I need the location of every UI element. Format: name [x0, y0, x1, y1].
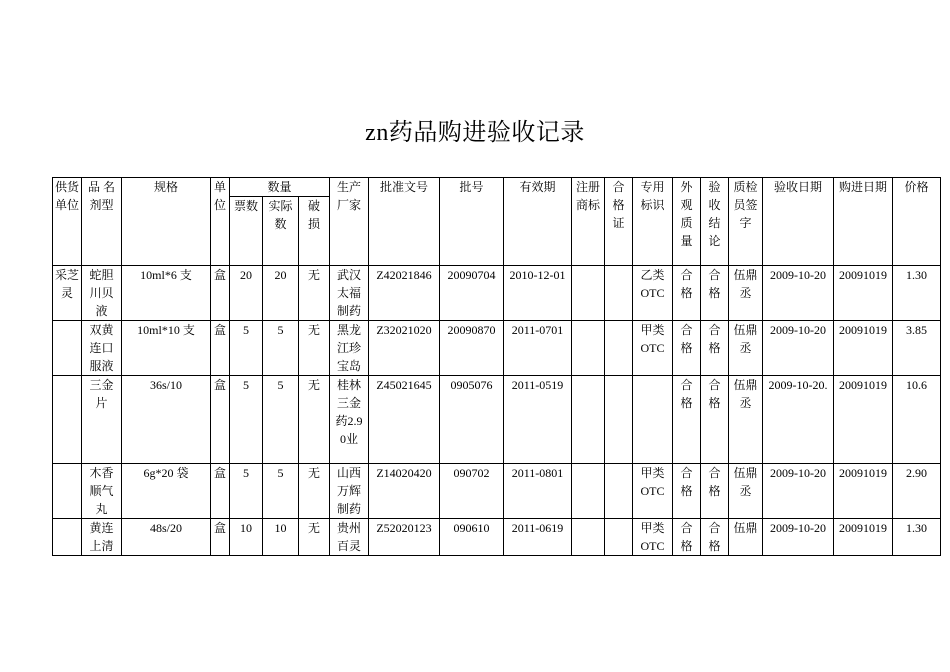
cell-expiry: 2011-0519 — [504, 376, 572, 464]
cell-maker: 武汉太福制药 — [330, 266, 369, 321]
header-price: 价格 — [893, 178, 941, 266]
cell-price: 10.6 — [893, 376, 941, 464]
cell-ticket: 5 — [230, 321, 263, 376]
table-row — [53, 376, 941, 464]
cell-appearance: 合格 — [673, 266, 701, 321]
cell-cert — [605, 321, 633, 376]
cell-broken: 无 — [299, 464, 330, 519]
cell-accept-date: 2009-10-20 — [763, 266, 834, 321]
cell-reg — [572, 321, 605, 376]
cell-appearance: 合格 — [673, 376, 701, 464]
cell-unit: 盒 — [211, 376, 230, 464]
cell-spec: 48s/20 — [122, 519, 211, 556]
cell-unit: 盒 — [211, 519, 230, 556]
cell-supplier — [53, 321, 82, 376]
cell-purchase-date: 20091019 — [834, 464, 893, 519]
cell-broken: 无 — [299, 266, 330, 321]
cell-purchase-date: 20091019 — [834, 376, 893, 464]
cell-maker: 贵州百灵 — [330, 519, 369, 556]
cell-batch: 090702 — [440, 464, 504, 519]
cell-approval: Z52020123 — [369, 519, 440, 556]
cell-appearance: 合格 — [673, 464, 701, 519]
cell-cert — [605, 519, 633, 556]
cell-inspector: 伍鼎 — [729, 519, 763, 556]
cell-appearance: 合格 — [673, 519, 701, 556]
cell-appearance: 合格 — [673, 321, 701, 376]
header-qty-broken: 破损 — [299, 197, 330, 266]
cell-ticket: 5 — [230, 376, 263, 464]
cell-supplier — [53, 376, 82, 464]
cell-special: 甲类 OTC — [633, 519, 673, 556]
header-maker: 生产厂家 — [330, 178, 369, 266]
cell-special: 乙类 OTC — [633, 266, 673, 321]
cell-cert — [605, 464, 633, 519]
cell-expiry: 2011-0801 — [504, 464, 572, 519]
cell-inspector: 伍鼎丞 — [729, 321, 763, 376]
header-spec: 规格 — [122, 178, 211, 266]
cell-reg — [572, 266, 605, 321]
page-title: zn药品购进验收记录 — [365, 120, 585, 146]
header-inspector: 质检员签字 — [729, 178, 763, 266]
header-conclusion: 验收结论 — [701, 178, 729, 266]
cell-broken: 无 — [299, 376, 330, 464]
cell-supplier — [53, 519, 82, 556]
cell-actual: 5 — [263, 376, 299, 464]
cell-expiry: 2011-0619 — [504, 519, 572, 556]
cell-broken: 无 — [299, 519, 330, 556]
header-reg: 注册商标 — [572, 178, 605, 266]
cell-ticket: 20 — [230, 266, 263, 321]
cell-accept-date: 2009-10-20. — [763, 376, 834, 464]
cell-expiry: 2011-0701 — [504, 321, 572, 376]
cell-price: 1.30 — [893, 519, 941, 556]
cell-actual: 5 — [263, 321, 299, 376]
cell-supplier: 采芝灵 — [53, 266, 82, 321]
cell-conclusion: 合格 — [701, 321, 729, 376]
header-approval: 批准文号 — [369, 178, 440, 266]
cell-broken: 无 — [299, 321, 330, 376]
table-body — [53, 178, 941, 556]
cell-supplier — [53, 464, 82, 519]
cell-accept-date: 2009-10-20 — [763, 464, 834, 519]
table-row — [53, 321, 941, 376]
cell-inspector: 伍鼎丞 — [729, 376, 763, 464]
cell-special: 甲类 OTC — [633, 464, 673, 519]
cell-expiry: 2010-12-01 — [504, 266, 572, 321]
cell-unit: 盒 — [211, 266, 230, 321]
cell-unit: 盒 — [211, 464, 230, 519]
cell-purchase-date: 20091019 — [834, 321, 893, 376]
cell-batch: 0905076 — [440, 376, 504, 464]
cell-conclusion: 合格 — [701, 376, 729, 464]
table-row — [53, 464, 941, 519]
cell-actual: 20 — [263, 266, 299, 321]
cell-price: 3.85 — [893, 321, 941, 376]
table-row — [53, 519, 941, 556]
cell-ticket: 10 — [230, 519, 263, 556]
cell-name: 双黄连口服液 — [82, 321, 122, 376]
cell-approval: Z14020420 — [369, 464, 440, 519]
table-row — [53, 266, 941, 321]
cell-reg — [572, 519, 605, 556]
header-name: 品 名 剂型 — [82, 178, 122, 266]
cell-conclusion: 合格 — [701, 464, 729, 519]
cell-name: 蛇胆川贝液 — [82, 266, 122, 321]
cell-ticket: 5 — [230, 464, 263, 519]
cell-reg — [572, 376, 605, 464]
cell-batch: 090610 — [440, 519, 504, 556]
header-accept-date: 验收日期 — [763, 178, 834, 266]
cell-inspector: 伍鼎丞 — [729, 266, 763, 321]
cell-special: 甲类 OTC — [633, 321, 673, 376]
cell-accept-date: 2009-10-20 — [763, 321, 834, 376]
cell-conclusion: 合格 — [701, 519, 729, 556]
cell-maker: 山西万辉制药 — [330, 464, 369, 519]
cell-maker: 黑龙江珍宝岛 — [330, 321, 369, 376]
cell-conclusion: 合格 — [701, 266, 729, 321]
cell-name: 木香顺气丸 — [82, 464, 122, 519]
cell-purchase-date: 20091019 — [834, 266, 893, 321]
cell-special — [633, 376, 673, 464]
header-cert: 合格证 — [605, 178, 633, 266]
header-special: 专用标识 — [633, 178, 673, 266]
cell-spec: 10ml*10 支 — [122, 321, 211, 376]
header-qty-actual: 实际数 — [263, 197, 299, 266]
cell-name: 三金片 — [82, 376, 122, 464]
cell-accept-date: 2009-10-20 — [763, 519, 834, 556]
acceptance-record-table — [52, 177, 941, 556]
cell-spec: 10ml*6 支 — [122, 266, 211, 321]
cell-price: 1.30 — [893, 266, 941, 321]
header-expiry: 有效期 — [504, 178, 572, 266]
cell-actual: 10 — [263, 519, 299, 556]
cell-approval: Z45021645 — [369, 376, 440, 464]
cell-inspector: 伍鼎丞 — [729, 464, 763, 519]
cell-purchase-date: 20091019 — [834, 519, 893, 556]
header-supplier: 供货单位 — [53, 178, 82, 266]
header-qty: 数量 — [230, 178, 330, 197]
header-purchase-date: 购进日期 — [834, 178, 893, 266]
cell-price: 2.90 — [893, 464, 941, 519]
cell-approval: Z32021020 — [369, 321, 440, 376]
cell-batch: 20090870 — [440, 321, 504, 376]
cell-maker: 桂林三金药2.90业 — [330, 376, 369, 464]
cell-spec: 36s/10 — [122, 376, 211, 464]
cell-unit: 盒 — [211, 321, 230, 376]
header-batch: 批号 — [440, 178, 504, 266]
header-row — [53, 178, 941, 197]
header-appearance: 外观质量 — [673, 178, 701, 266]
header-qty-ticket: 票数 — [230, 197, 263, 266]
cell-approval: Z42021846 — [369, 266, 440, 321]
cell-actual: 5 — [263, 464, 299, 519]
cell-cert — [605, 266, 633, 321]
cell-spec: 6g*20 袋 — [122, 464, 211, 519]
cell-name: 黄连上清 — [82, 519, 122, 556]
cell-batch: 20090704 — [440, 266, 504, 321]
cell-reg — [572, 464, 605, 519]
header-unit: 单位 — [211, 178, 230, 266]
cell-cert — [605, 376, 633, 464]
